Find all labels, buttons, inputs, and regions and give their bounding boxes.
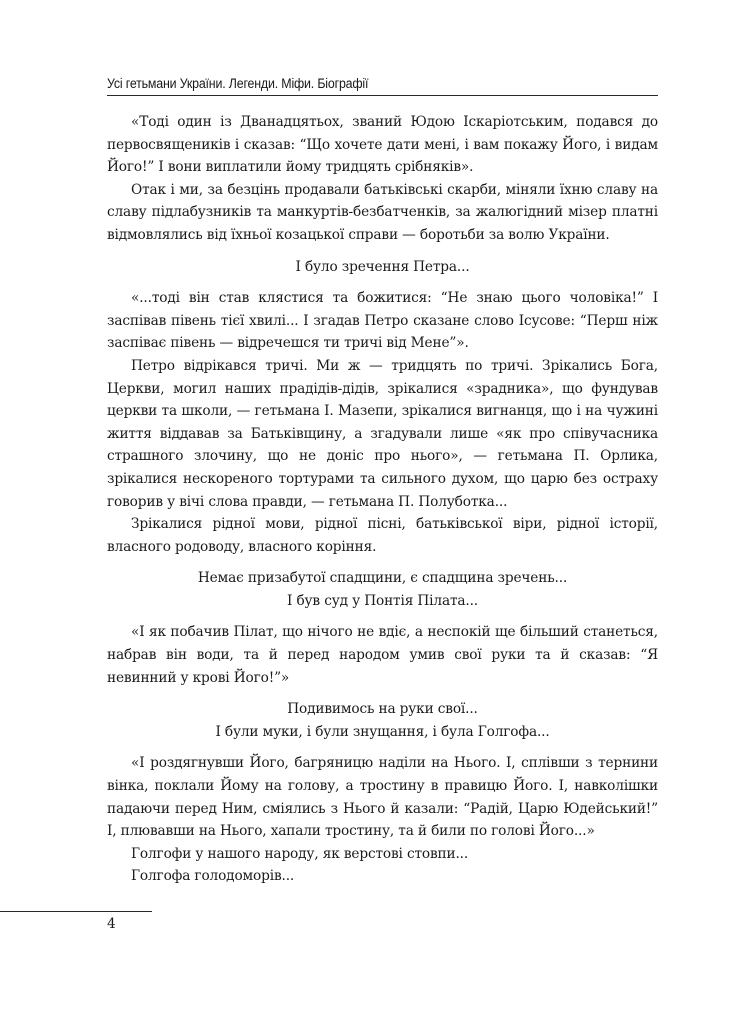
page-body	[107, 111, 658, 888]
paragraph-renunciation: Петро відрікався тричі. Ми ж — тридцять по тричі. Зрікались Бога, Церкви, могил наших прадідів-дідів, зрікалися «зрадника», що фундував церкви та школи, — гетьмана І. Мазепи, зрікалися вигнанця, що і на чужині життя віддавав за Батьківщину, а згадували лише «як про співучасника страшного злочину, що не доніс про нього», — гетьмана П. Орлика, зрікалися нескореного тортурами та сильного духом, що царю без остраху говорив у вічі слова правди, — гетьмана П. Полуботка...	[107, 357, 658, 510]
centered-line-peter: І було зречення Петра...	[295, 258, 470, 275]
running-title: Усі гетьмани України. Легенди. Міфи. Біографії	[107, 76, 369, 91]
paragraph-crown-quote: «І роздягнувши Його, багряницю наділи на Нього. І, сплівши з тернини вінка, поклали Йому на голову, а тростину в правицю Його. І, навколішки падаючи перед Ним, сміялись з Нього й казали: “Радій, Царю Юдейський!” І, плювавши на Нього, хапали тростину, та й били по голові Його...»	[107, 755, 658, 840]
centered-line-golgotha: І були муки, і були знущання, і була Голгофа...	[215, 723, 550, 740]
paragraph-peter-quote: «...тоді він став клястися та божитися: “Не знаю цього чоловіка!” І заспівав півень тієї хвилі... І згадав Петро сказане слово Ісусове: “Перш ніж заспіває півень — відречешся ти тричі від Мене”».	[107, 290, 658, 352]
paragraph-heritage: Отак і ми, за безцінь продавали батьківські скарби, міняли їхню славу на славу підлабузників та манкуртів-безбатченків, за жалюгідний мізер платні відмовлялись від їхньої козацької справи — боротьби за волю України.	[107, 181, 658, 243]
paragraph-famines: Голгофа голодоморів...	[131, 868, 295, 885]
header-rule	[107, 95, 658, 96]
paragraph-milestones: Голгофи у нашого народу, як верстові стовпи...	[131, 845, 469, 862]
centered-line-hands: Подивимось на руки свої...	[287, 701, 478, 718]
footer-rule	[0, 911, 152, 912]
page-number: 4	[107, 916, 116, 932]
paragraph-language: Зрікалися рідної мови, рідної пісні, батьківської віри, рідної історії, власного родоводу, власного коріння.	[107, 516, 658, 555]
centered-line-pilate: І був суд у Понтія Пілата...	[286, 592, 478, 609]
paragraph-pilate-quote: «І як побачив Пілат, що нічого не вдіє, а неспокій ще більший станеться, набрав він води, та й перед народом умив свої руки та й сказав: “Я невинний у крові Його!”»	[107, 624, 658, 686]
centered-line-heritage: Немає призабутої спадщини, є спадщина зречень...	[197, 570, 568, 587]
paragraph-judas-quote: «Тоді один із Дванадцятьох, званий Юдою Іскаріотським, подався до первосвящеників і сказав: “Що хочете дати мені, і вам покажу Його, і видам Його!” І вони виплатили йому тридцять срібняків».	[107, 114, 658, 176]
